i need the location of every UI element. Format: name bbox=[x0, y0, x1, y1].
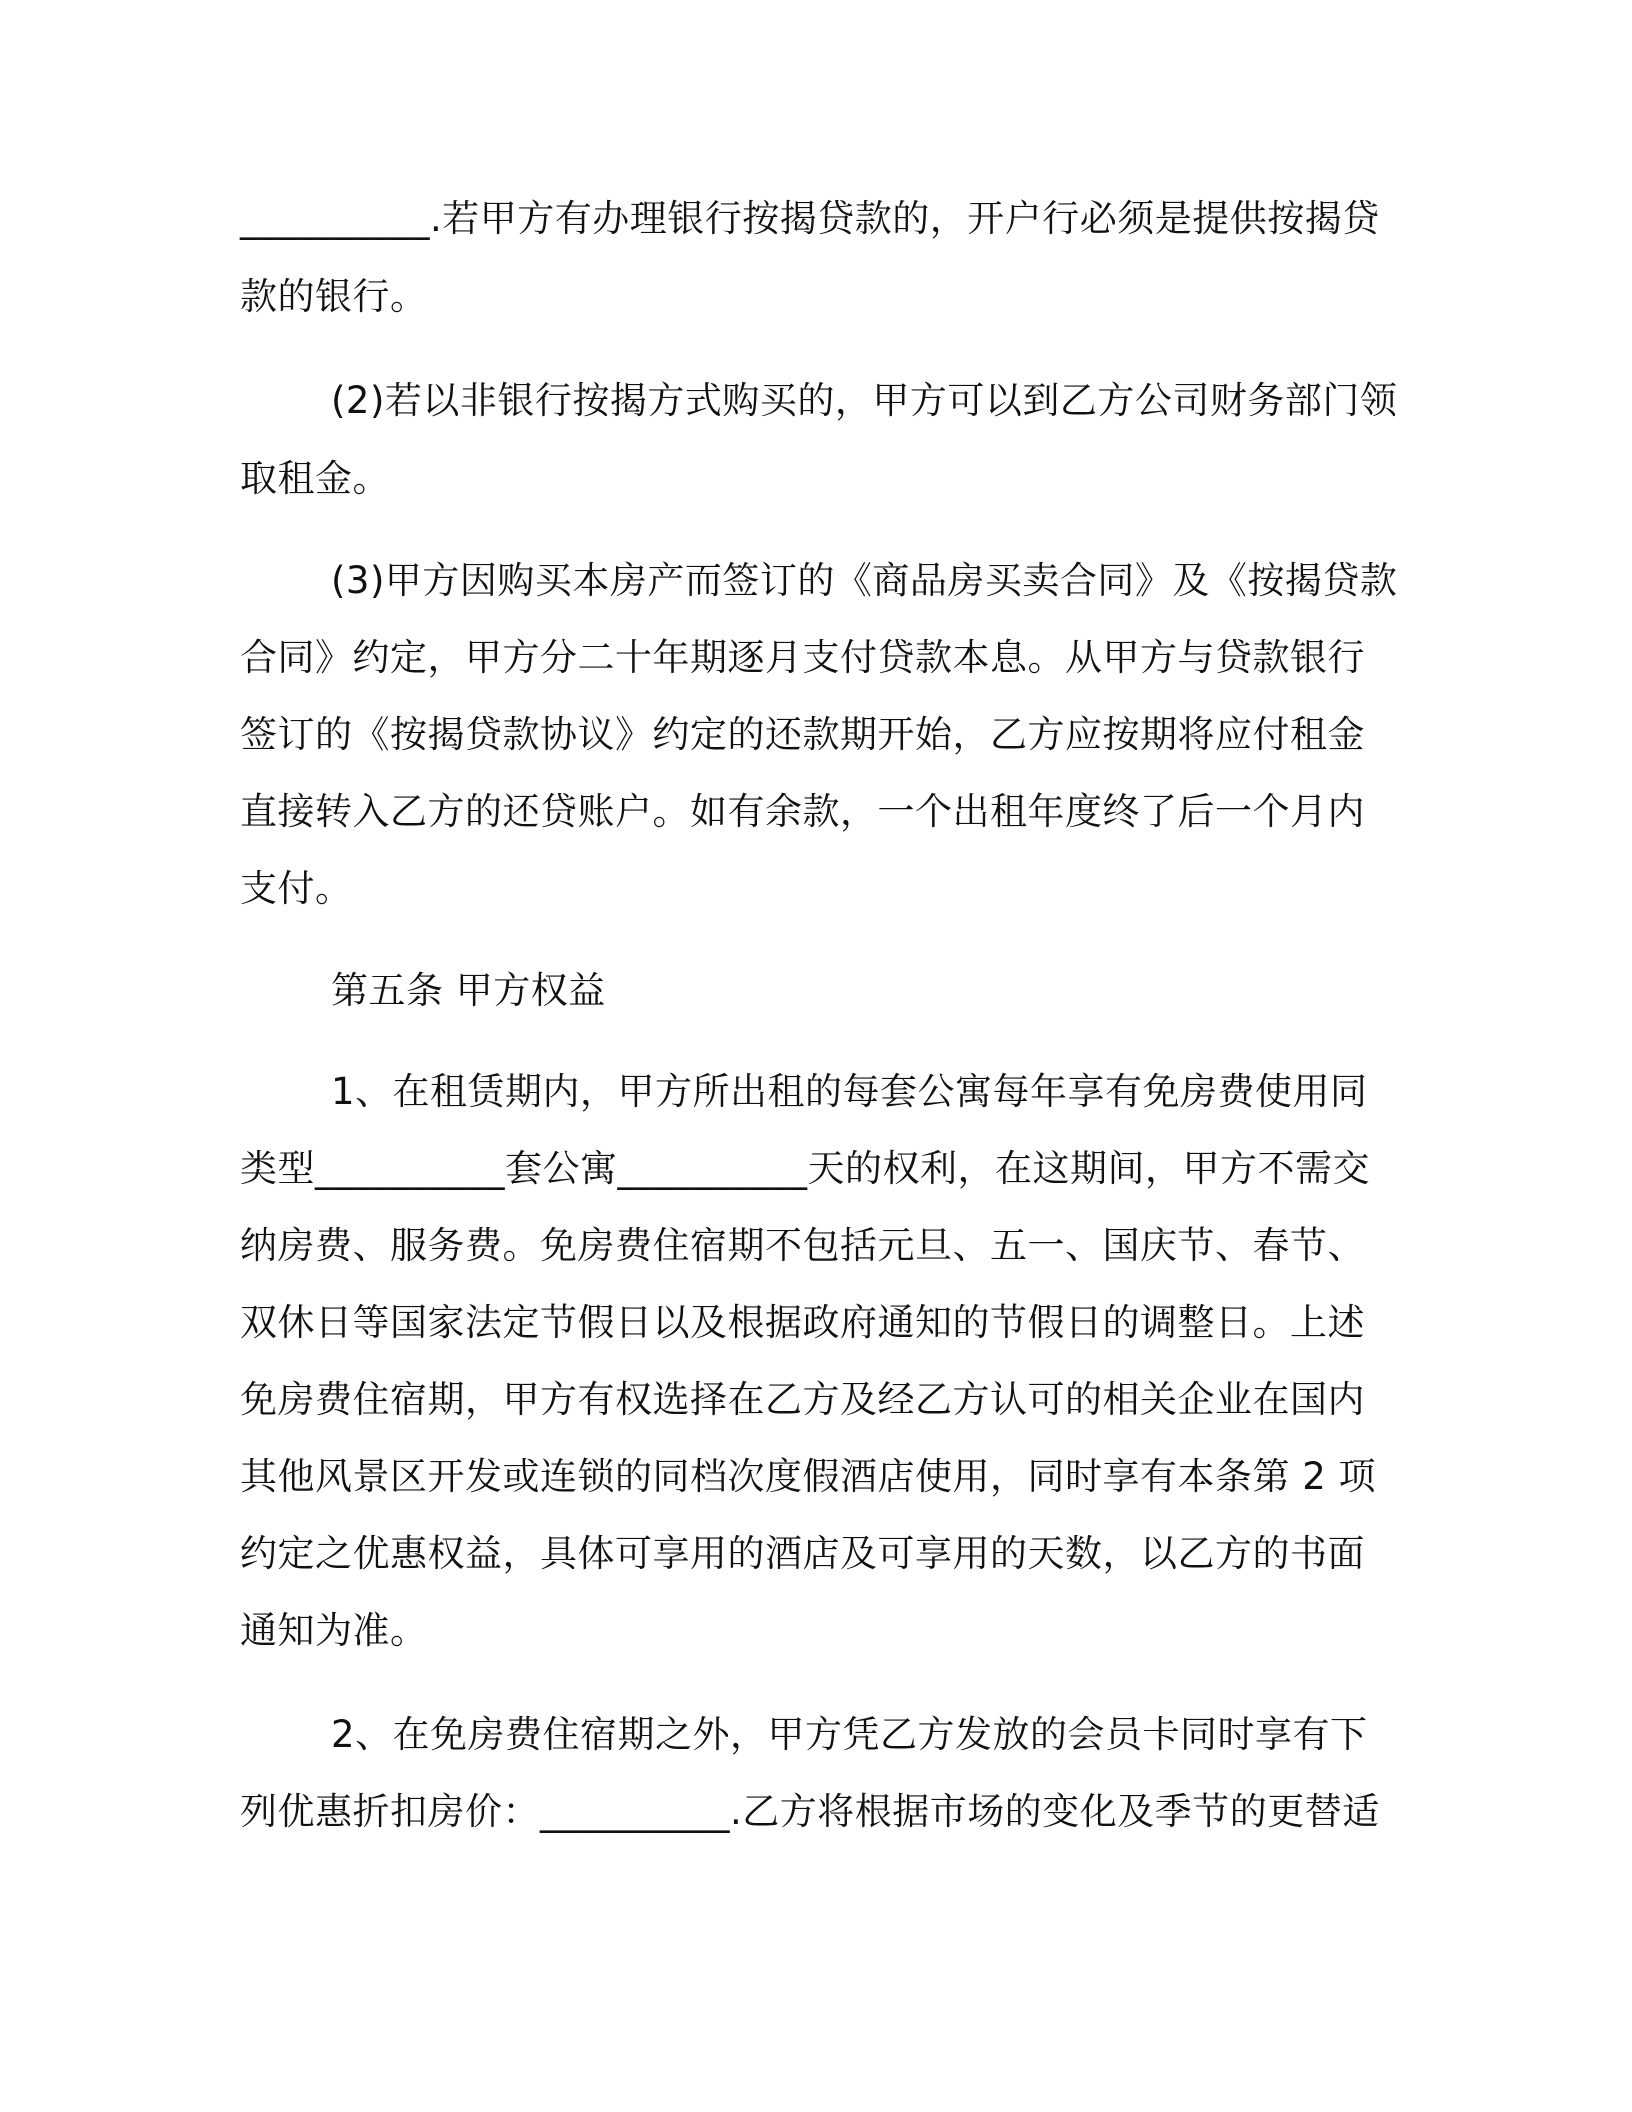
text-line: 2、在免房费住宿期之外，甲方凭乙方发放的会员卡同时享有下 bbox=[331, 1713, 1368, 1756]
text-line: 取租金。 bbox=[240, 457, 390, 500]
text-line: 1、在租赁期内，甲方所出租的每套公寓每年享有免房费使用同 bbox=[331, 1070, 1368, 1113]
text-line: 约定之优惠权益，具体可享用的酒店及可享用的天数，以乙方的书面 bbox=[240, 1532, 1365, 1575]
text-line: 直接转入乙方的还贷账户。如有余款，一个出租年度终了后一个月内 bbox=[240, 790, 1365, 833]
text-line: (2)若以非银行按揭方式购买的，甲方可以到乙方公司财务部门领 bbox=[331, 379, 1398, 422]
text-line: 合同》约定，甲方分二十年期逐月支付贷款本息。从甲方与贷款银行 bbox=[240, 636, 1365, 679]
text-line: 支付。 bbox=[240, 867, 353, 910]
text-line: (3)甲方因购买本房产而签订的《商品房买卖合同》及《按揭贷款 bbox=[331, 559, 1398, 602]
text-line: 其他风景区开发或连锁的同档次度假酒店使用，同时享有本条第 2 项 bbox=[240, 1455, 1377, 1498]
text-line: 通知为准。 bbox=[240, 1609, 428, 1652]
text-line: 纳房费、服务费。免房费住宿期不包括元旦、五一、国庆节、春节、 bbox=[240, 1224, 1365, 1267]
text-line: 款的银行。 bbox=[240, 275, 428, 318]
text-line: 类型__________套公寓__________天的权利，在这期间，甲方不需交 bbox=[240, 1147, 1370, 1190]
section-heading: 第五条 甲方权益 bbox=[331, 969, 606, 1012]
text-line: __________.若甲方有办理银行按揭贷款的，开户行必须是提供按揭贷 bbox=[240, 197, 1380, 240]
text-line: 列优惠折扣房价：__________.乙方将根据市场的变化及季节的更替适 bbox=[240, 1790, 1380, 1833]
text-line: 免房费住宿期，甲方有权选择在乙方及经乙方认可的相关企业在国内 bbox=[240, 1378, 1365, 1421]
text-line: 双休日等国家法定节假日以及根据政府通知的节假日的调整日。上述 bbox=[240, 1301, 1365, 1344]
text-line: 签订的《按揭贷款协议》约定的还款期开始，乙方应按期将应付租金 bbox=[240, 713, 1365, 756]
